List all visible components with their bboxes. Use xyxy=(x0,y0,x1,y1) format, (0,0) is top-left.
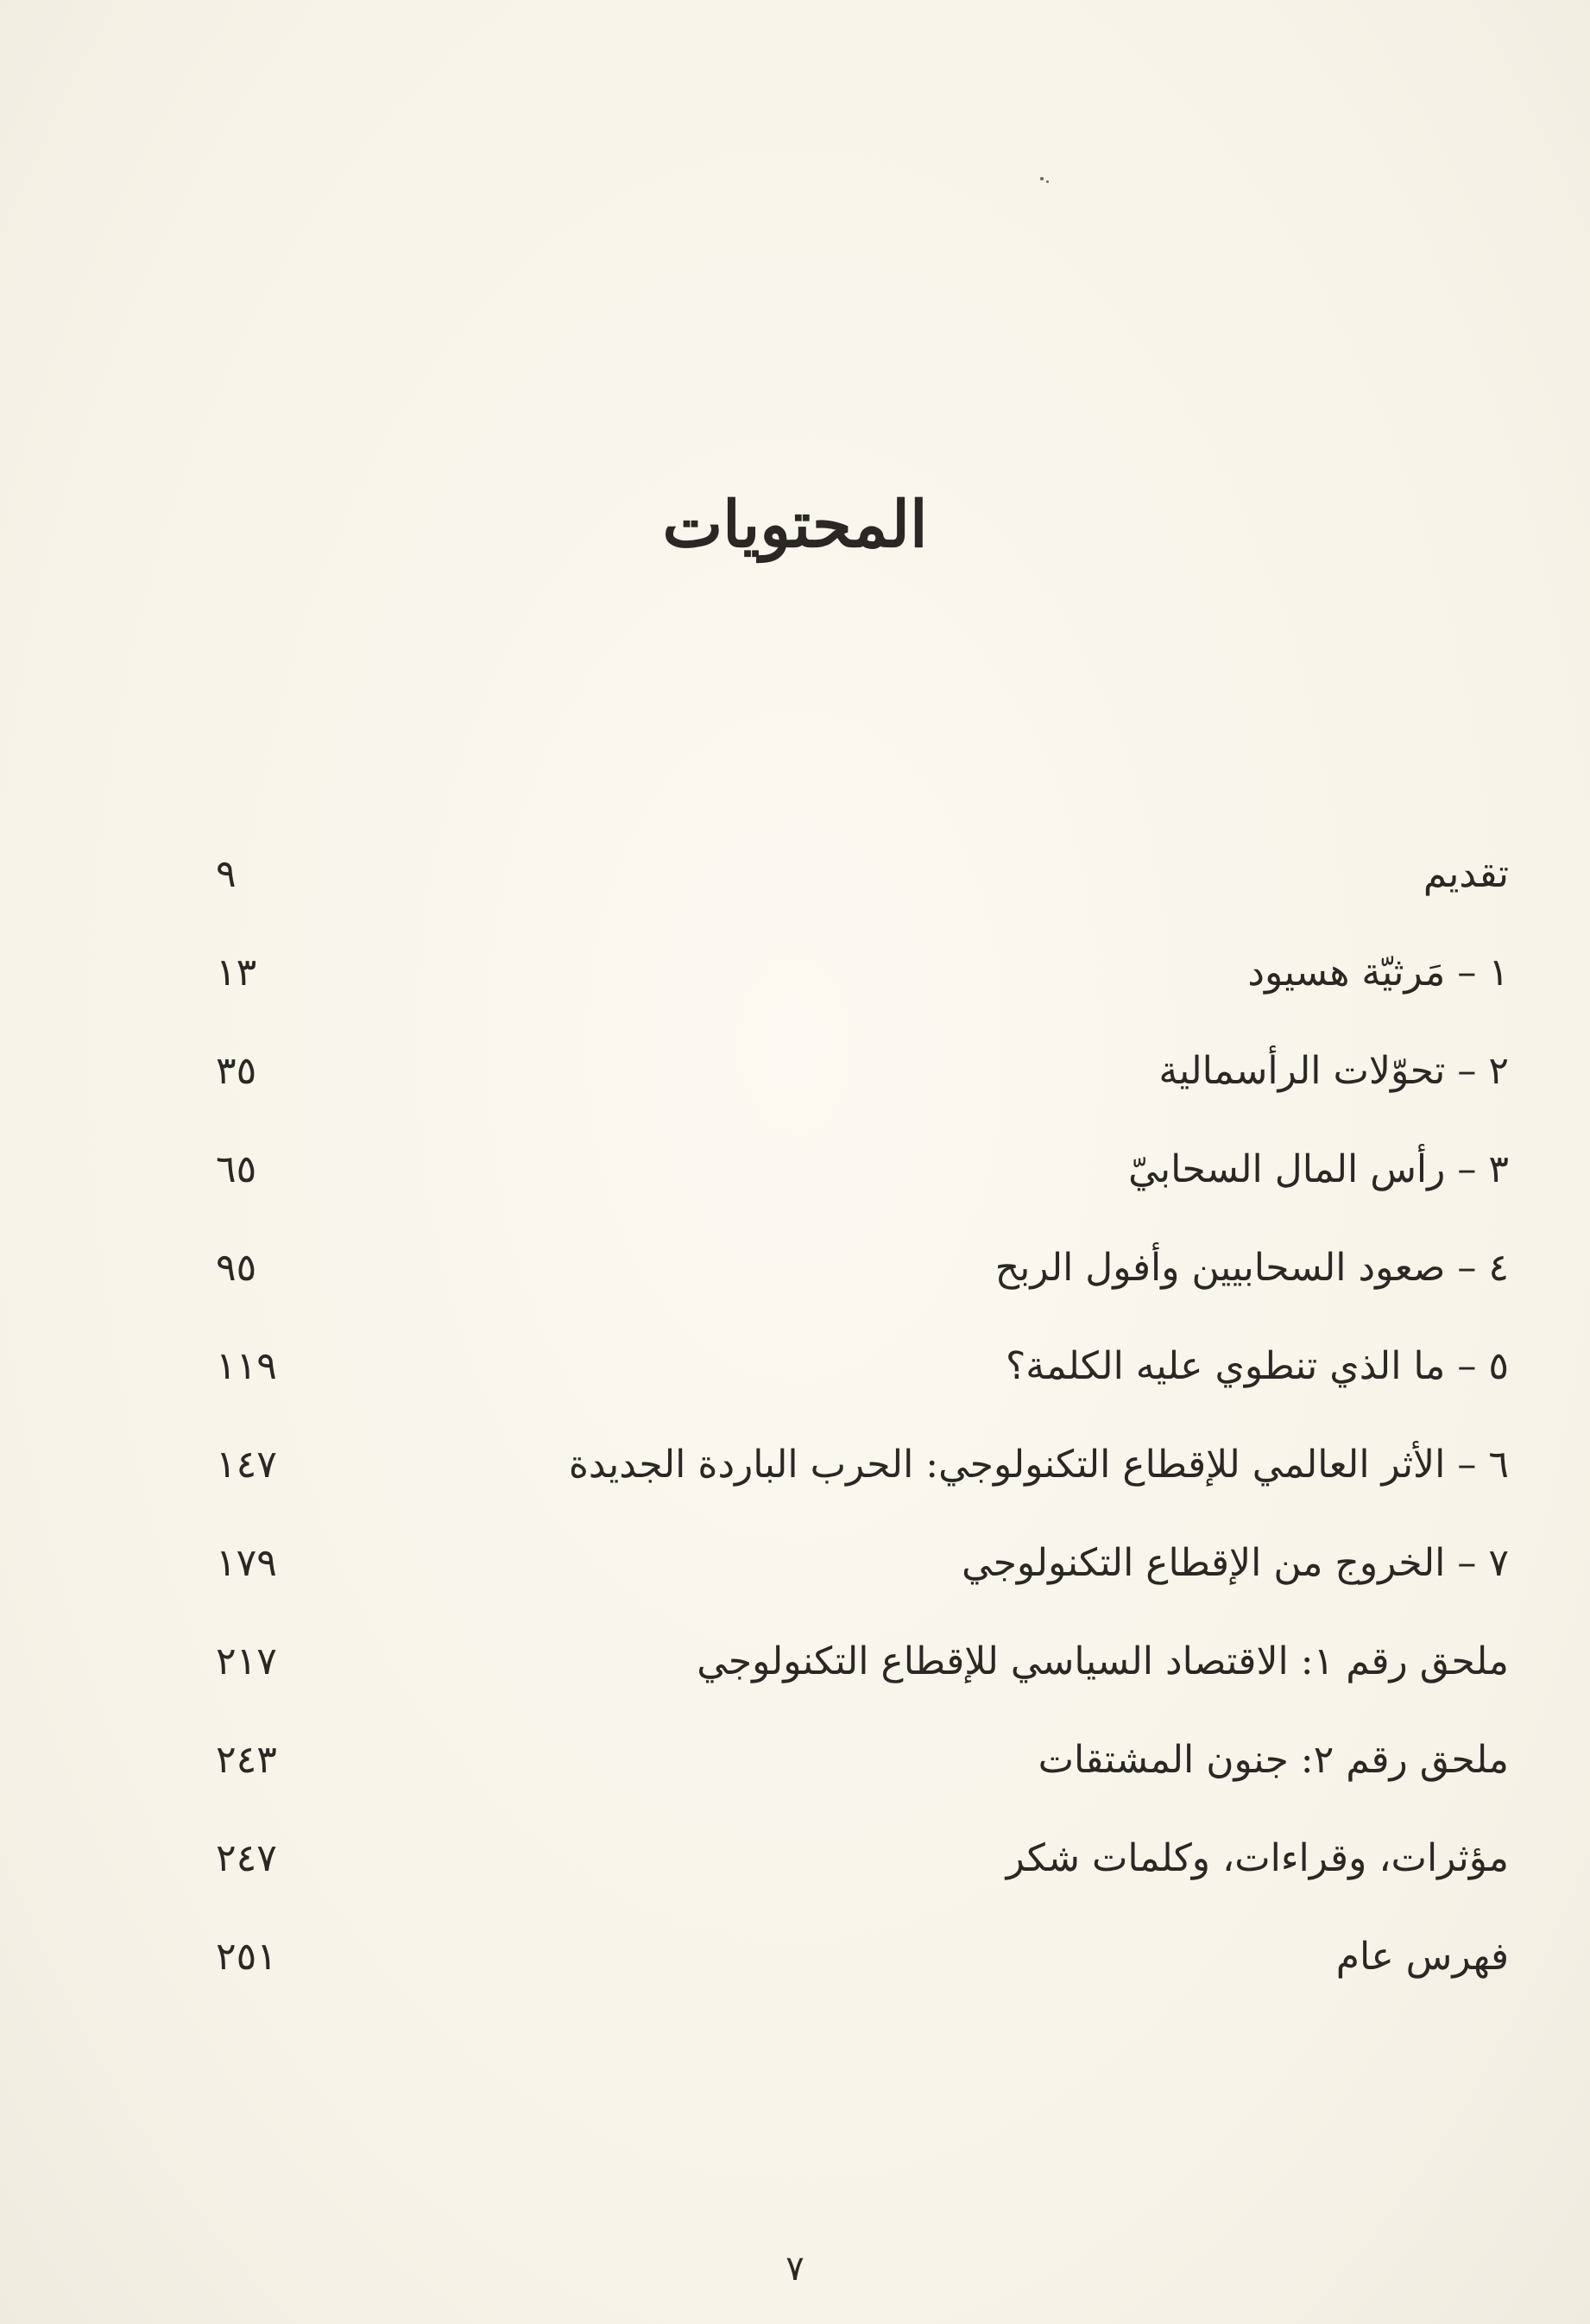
toc-entry-title: ٣ – رأس المال السحابيّ xyxy=(1128,1146,1509,1191)
toc-row xyxy=(216,1317,1509,1415)
toc-entry-page: ٢١٧ xyxy=(216,1639,277,1683)
toc-row xyxy=(216,1612,1509,1710)
toc-entry-title: ٢ – تحوّلات الرأسمالية xyxy=(1158,1048,1509,1093)
toc-entry-title: ١ – مَرثيّة هسيود xyxy=(1247,950,1509,995)
toc-entry-title: فهرس عام xyxy=(1335,1934,1509,1979)
toc-entry-title: ٧ – الخروج من الإقطاع التكنولوجي xyxy=(962,1540,1509,1585)
toc-entry-page: ١٤٧ xyxy=(216,1442,277,1487)
toc-entry-page: ٢٤٧ xyxy=(216,1835,277,1880)
toc-entry-title: ٤ – صعود السحابيين وأفول الربح xyxy=(994,1245,1509,1290)
toc-entry-page: ٩٥ xyxy=(216,1245,257,1290)
table-of-contents xyxy=(216,824,1509,2005)
toc-row xyxy=(216,1710,1509,1809)
toc-entry-title: ملحق رقم ٢: جنون المشتقات xyxy=(1038,1737,1509,1782)
toc-entry-page: ٦٥ xyxy=(216,1146,257,1191)
toc-row xyxy=(216,923,1509,1021)
toc-row xyxy=(216,1809,1509,1907)
toc-row xyxy=(216,1415,1509,1513)
toc-entry-title: مؤثرات، وقراءات، وكلمات شكر xyxy=(1006,1835,1509,1880)
toc-entry-page: ٣٥ xyxy=(216,1048,257,1093)
toc-entry-title: ملحق رقم ١: الاقتصاد السياسي للإقطاع التكنولوجي xyxy=(697,1639,1509,1683)
toc-row xyxy=(216,1218,1509,1317)
toc-row xyxy=(216,1120,1509,1218)
toc-row xyxy=(216,1513,1509,1612)
toc-entry-page: ٢٤٣ xyxy=(216,1737,277,1782)
toc-entry-page: ١٣ xyxy=(216,950,257,995)
toc-entry-title: ٦ – الأثر العالمي للإقطاع التكنولوجي: الحرب الباردة الجديدة xyxy=(568,1442,1509,1487)
page-number: ٧ xyxy=(786,2249,804,2289)
toc-row xyxy=(216,824,1509,923)
toc-row xyxy=(216,1021,1509,1120)
paper-speck xyxy=(1046,180,1049,183)
toc-entry-page: ٩ xyxy=(216,851,237,896)
toc-entry-page: ١٧٩ xyxy=(216,1540,277,1585)
paper-speck xyxy=(1040,177,1044,180)
toc-row xyxy=(216,1907,1509,2005)
toc-entry-title: تقديم xyxy=(1423,851,1509,896)
toc-entry-title: ٥ – ما الذي تنطوي عليه الكلمة؟ xyxy=(1005,1343,1509,1388)
toc-entry-page: ٢٥١ xyxy=(216,1934,277,1979)
page-title: المحتويات xyxy=(662,488,928,562)
toc-entry-page: ١١٩ xyxy=(216,1343,277,1388)
